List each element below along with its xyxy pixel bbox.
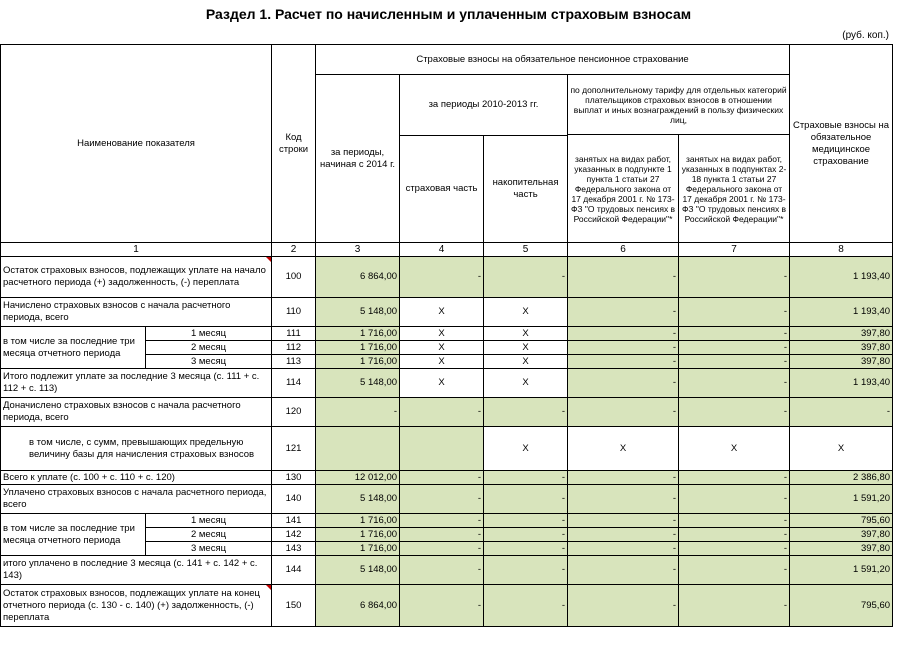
cell-col7[interactable]: - [679, 257, 790, 298]
cell-col7[interactable]: - [679, 542, 790, 556]
table-row [1, 298, 893, 327]
cell-col7[interactable]: - [679, 485, 790, 514]
cell-col3[interactable]: 5 148,00 [316, 298, 400, 327]
row-month-label: 1 месяц [146, 514, 272, 528]
cell-col3[interactable]: 1 716,00 [316, 528, 400, 542]
cell-col4[interactable]: - [400, 514, 484, 528]
cell-col6[interactable]: - [568, 355, 679, 369]
cell-col6[interactable]: - [568, 514, 679, 528]
cell-col4[interactable]: - [400, 585, 484, 627]
cell-col6[interactable]: - [568, 257, 679, 298]
header-periods-group: за периоды 2010-2013 гг. [400, 75, 568, 136]
row-code: 121 [272, 427, 316, 471]
currency-unit-note: (руб. коп.) [842, 30, 889, 41]
table-row [1, 485, 893, 514]
header-col7: занятых на видах работ, указанных в подпунктах 2-18 пункта 1 статьи 27 Федерального закона от 17 декабря 2001 г. № 173-ФЗ "О трудовых пенсиях в Российской Федерации"* [679, 135, 790, 243]
header-col5: накопительная часть [484, 136, 568, 243]
cell-col4[interactable]: - [400, 556, 484, 585]
row-label: Итого подлежит уплате за последние 3 месяца (с. 111 + с. 112 + с. 113) [1, 369, 272, 398]
cell-col8[interactable]: 397,80 [790, 327, 893, 341]
row-code: 120 [272, 398, 316, 427]
cell-col4: X [400, 341, 484, 355]
table-row [1, 514, 893, 528]
column-number: 7 [679, 243, 790, 257]
cell-col5: X [484, 427, 568, 471]
row-label: итого уплачено в последние 3 месяца (с. 141 + с. 142 + с. 143) [1, 556, 272, 585]
page-title: Раздел 1. Расчет по начисленным и уплаченным страховым взносам [205, 6, 692, 22]
cell-col6[interactable]: - [568, 556, 679, 585]
cell-col6[interactable]: - [568, 341, 679, 355]
row-label: Доначислено страховых взносов с начала расчетного периода, всего [1, 398, 272, 427]
header-name-column: Наименование показателя [1, 45, 272, 243]
cell-col8[interactable]: 1 591,20 [790, 556, 893, 585]
cell-col4: X [400, 369, 484, 398]
row-code: 150 [272, 585, 316, 627]
table-row [1, 369, 893, 398]
header-col6: занятых на видах работ, указанных в подпункте 1 пункта 1 статьи 27 Федерального закона от 17 декабря 2001 г. № 173-ФЗ "О трудовых пенсиях в Российской Федерации"* [568, 135, 679, 243]
cell-col3[interactable]: - [316, 398, 400, 427]
table-row [1, 585, 893, 627]
cell-col4[interactable]: - [400, 257, 484, 298]
cell-col5: X [484, 327, 568, 341]
column-number: 2 [272, 243, 316, 257]
cell-col4[interactable]: - [400, 542, 484, 556]
cell-col5: X [484, 369, 568, 398]
row-label: Уплачено страховых взносов с начала расчетного периода, всего [1, 485, 272, 514]
cell-col4: X [400, 327, 484, 341]
cell-col5[interactable]: - [484, 514, 568, 528]
cell-col8[interactable]: 795,60 [790, 514, 893, 528]
cell-col7[interactable]: - [679, 369, 790, 398]
header-medical-column: Страховые взносы на обязательное медицинское страхование [790, 45, 893, 243]
row-label: в том числе, с сумм, превышающих предельную величину базы для начисления страховых взносов [1, 427, 272, 471]
cell-col4[interactable]: - [400, 528, 484, 542]
row-code: 141 [272, 514, 316, 528]
column-number: 3 [316, 243, 400, 257]
cell-col8[interactable]: 397,80 [790, 528, 893, 542]
cell-col3[interactable]: 1 716,00 [316, 514, 400, 528]
cell-col5[interactable]: - [484, 485, 568, 514]
cell-col3[interactable]: 5 148,00 [316, 556, 400, 585]
row-label: Остаток страховых взносов, подлежащих уплате на начало расчетного периода (+) задолженность, (-) переплата [1, 257, 272, 298]
cell-col3[interactable]: 1 716,00 [316, 542, 400, 556]
cell-col5: X [484, 341, 568, 355]
cell-col7[interactable]: - [679, 398, 790, 427]
cell-col5[interactable]: - [484, 528, 568, 542]
column-number: 8 [790, 243, 893, 257]
cell-col8[interactable]: 397,80 [790, 542, 893, 556]
cell-col6[interactable]: - [568, 542, 679, 556]
cell-col8[interactable]: 795,60 [790, 585, 893, 627]
header-additional-tariff-group: по дополнительному тарифу для отдельных категорий плательщиков страховых взносов в отношении выплат и иных вознаграждений в пользу физических лиц, [568, 75, 790, 135]
table-row [1, 398, 893, 427]
cell-col5[interactable]: - [484, 585, 568, 627]
cell-col4: X [400, 298, 484, 327]
column-number: 4 [400, 243, 484, 257]
cell-col8[interactable]: 397,80 [790, 355, 893, 369]
cell-col7: X [679, 427, 790, 471]
cell-col6: X [568, 427, 679, 471]
cell-col6[interactable]: - [568, 327, 679, 341]
row-code: 113 [272, 355, 316, 369]
table-row [1, 427, 893, 471]
cell-col5[interactable]: - [484, 556, 568, 585]
cell-col7[interactable]: - [679, 298, 790, 327]
cell-col8[interactable]: 1 591,20 [790, 485, 893, 514]
table-row [1, 471, 893, 485]
cell-col8: X [790, 427, 893, 471]
row-month-label: 2 месяц [146, 528, 272, 542]
cell-col3[interactable]: 1 716,00 [316, 355, 400, 369]
row-month-label: 1 месяц [146, 327, 272, 341]
cell-col7[interactable]: - [679, 341, 790, 355]
row-code: 110 [272, 298, 316, 327]
cell-col6[interactable]: - [568, 585, 679, 627]
column-number: 1 [1, 243, 272, 257]
row-code: 100 [272, 257, 316, 298]
cell-col4[interactable]: - [400, 398, 484, 427]
row-group-label: в том числе за последние три месяца отчетного периода [1, 514, 146, 556]
cell-col8[interactable]: 1 193,40 [790, 298, 893, 327]
row-code: 143 [272, 542, 316, 556]
row-code: 112 [272, 341, 316, 355]
cell-col4[interactable]: - [400, 485, 484, 514]
cell-col4: X [400, 355, 484, 369]
row-label: Остаток страховых взносов, подлежащих уплате на конец отчетного периода (с. 130 - с. 140) (+) задолженность, (-) переплата [1, 585, 272, 627]
cell-col5: X [484, 298, 568, 327]
row-month-label: 3 месяц [146, 542, 272, 556]
row-label: Всего к уплате (с. 100 + с. 110 + с. 120) [1, 471, 272, 485]
row-code: 144 [272, 556, 316, 585]
header-col3: за периоды, начиная с 2014 г. [316, 75, 400, 243]
cell-col5[interactable]: - [484, 398, 568, 427]
cell-col3[interactable]: 1 716,00 [316, 341, 400, 355]
row-code: 111 [272, 327, 316, 341]
cell-col5: X [484, 355, 568, 369]
row-code: 130 [272, 471, 316, 485]
cell-col8[interactable]: 397,80 [790, 341, 893, 355]
cell-col3[interactable]: 1 716,00 [316, 327, 400, 341]
cell-col3[interactable]: 12 012,00 [316, 471, 400, 485]
cell-col4[interactable]: - [400, 471, 484, 485]
cell-col7[interactable]: - [679, 556, 790, 585]
row-month-label: 3 месяц [146, 355, 272, 369]
cell-col8[interactable]: 2 386,80 [790, 471, 893, 485]
cell-col7[interactable]: - [679, 514, 790, 528]
cell-col8[interactable]: 1 193,40 [790, 257, 893, 298]
cell-col3[interactable]: 6 864,00 [316, 585, 400, 627]
header-code-column: Код строки [272, 45, 316, 243]
table-row [1, 257, 893, 298]
row-month-label: 2 месяц [146, 341, 272, 355]
cell-col6[interactable]: - [568, 398, 679, 427]
cell-col3[interactable] [316, 427, 400, 471]
cell-col3[interactable]: 5 148,00 [316, 369, 400, 398]
row-code: 114 [272, 369, 316, 398]
cell-col8[interactable]: - [790, 398, 893, 427]
cell-col7[interactable]: - [679, 528, 790, 542]
cell-col6[interactable]: - [568, 298, 679, 327]
cell-col7[interactable]: - [679, 585, 790, 627]
cell-col6[interactable]: - [568, 369, 679, 398]
cell-col6[interactable]: - [568, 485, 679, 514]
cell-col3[interactable]: 6 864,00 [316, 257, 400, 298]
column-number: 5 [484, 243, 568, 257]
cell-col7[interactable]: - [679, 355, 790, 369]
cell-col7[interactable]: - [679, 327, 790, 341]
cell-col6[interactable]: - [568, 471, 679, 485]
column-number: 6 [568, 243, 679, 257]
insurance-contributions-table [0, 44, 893, 627]
header-pension-group: Страховые взносы на обязательное пенсионное страхование [316, 45, 790, 75]
cell-col3[interactable]: 5 148,00 [316, 485, 400, 514]
cell-col5[interactable]: - [484, 257, 568, 298]
cell-col4[interactable] [400, 427, 484, 471]
row-code: 142 [272, 528, 316, 542]
cell-col6[interactable]: - [568, 528, 679, 542]
cell-col5[interactable]: - [484, 471, 568, 485]
table-row [1, 327, 893, 341]
header-col4: страховая часть [400, 136, 484, 243]
cell-col8[interactable]: 1 193,40 [790, 369, 893, 398]
cell-col5[interactable]: - [484, 542, 568, 556]
row-label: Начислено страховых взносов с начала расчетного периода, всего [1, 298, 272, 327]
row-code: 140 [272, 485, 316, 514]
cell-col7[interactable]: - [679, 471, 790, 485]
row-group-label: в том числе за последние три месяца отчетного периода [1, 327, 146, 369]
table-row [1, 556, 893, 585]
